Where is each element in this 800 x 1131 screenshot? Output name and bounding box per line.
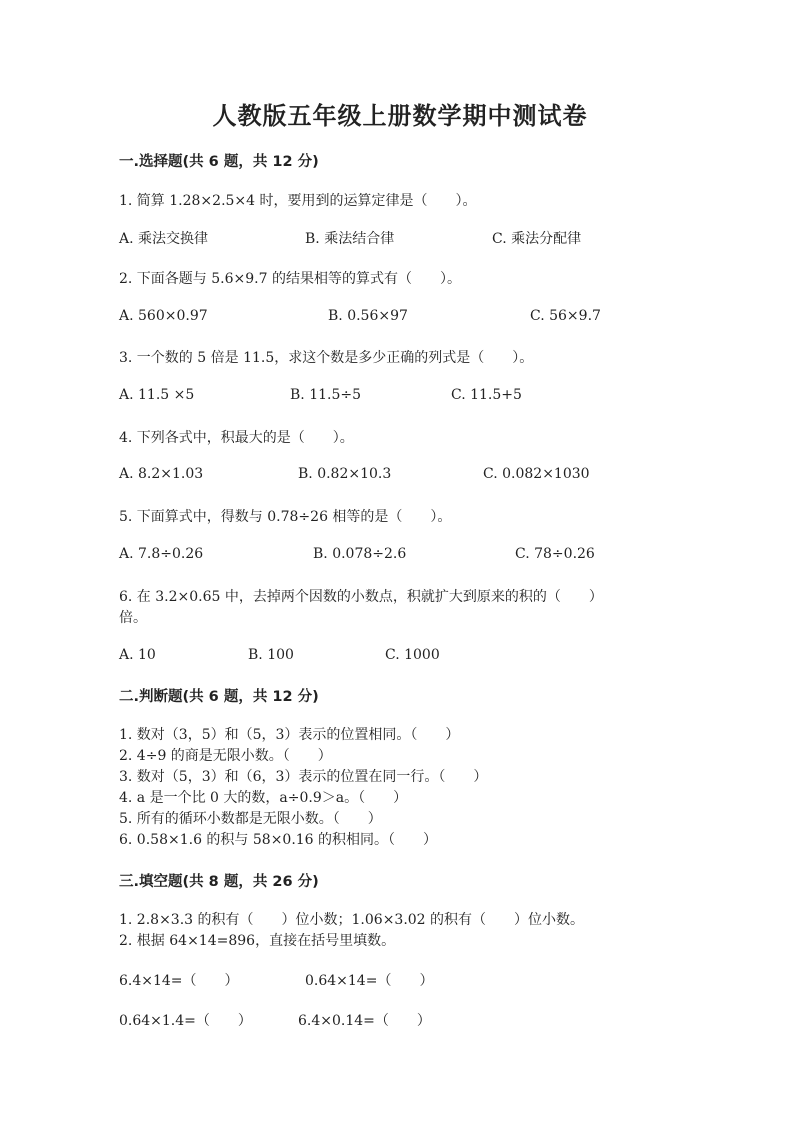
- q5-option-a: A. 7.8÷0.26: [119, 546, 204, 562]
- judgement-item-1: 1. 数对（3，5）和（5，3）表示的位置相同。（ ）: [119, 727, 460, 743]
- section-heading-judgement: 二.判断题(共 6 题，共 12 分): [119, 689, 319, 705]
- fill-expression: 6.4×14=（ ）: [119, 973, 239, 989]
- judgement-item-3: 3. 数对（5，3）和（6，3）表示的位置在同一行。（ ）: [119, 769, 488, 785]
- q2-option-a: A. 560×0.97: [119, 308, 208, 324]
- fill-expression: 6.4×0.14=（ ）: [298, 1013, 431, 1029]
- page-title: 人教版五年级上册数学期中测试卷: [212, 102, 588, 130]
- question-6-continued: 倍。: [119, 610, 147, 626]
- judgement-item-5: 5. 所有的循环小数都是无限小数。（ ）: [119, 811, 382, 827]
- q4-option-b: B. 0.82×10.3: [298, 466, 392, 482]
- q1-option-a: A. 乘法交换律: [119, 231, 209, 247]
- section-heading-choice: 一.选择题(共 6 题，共 12 分): [119, 154, 319, 170]
- judgement-item-4: 4. a 是一个比 0 大的数，a÷0.9＞a。（ ）: [119, 790, 408, 806]
- q1-option-b: B. 乘法结合律: [305, 231, 395, 247]
- judgement-item-2: 2. 4÷9 的商是无限小数。（ ）: [119, 748, 332, 764]
- q4-option-c: C. 0.082×1030: [483, 466, 590, 482]
- q2-option-c: C. 56×9.7: [530, 308, 601, 324]
- fill-item-1: 1. 2.8×3.3 的积有（ ）位小数；1.06×3.02 的积有（ ）位小数。: [119, 912, 585, 928]
- question-5: 5. 下面算式中，得数与 0.78÷26 相等的是（ ）。: [119, 509, 452, 525]
- fill-expression: 0.64×1.4=（ ）: [119, 1013, 252, 1029]
- q6-option-a: A. 10: [119, 647, 156, 663]
- q2-option-b: B. 0.56×97: [328, 308, 408, 324]
- q6-option-b: B. 100: [248, 647, 294, 663]
- q3-option-b: B. 11.5÷5: [290, 387, 361, 403]
- q3-option-a: A. 11.5 ×5: [119, 387, 195, 403]
- fill-expression: 0.64×14=（ ）: [305, 973, 434, 989]
- section-heading-fill-blank: 三.填空题(共 8 题，共 26 分): [119, 874, 319, 890]
- question-4: 4. 下列各式中，积最大的是（ ）。: [119, 430, 354, 446]
- q5-option-b: B. 0.078÷2.6: [313, 546, 407, 562]
- q4-option-a: A. 8.2×1.03: [119, 466, 204, 482]
- fill-item-2: 2. 根据 64×14=896，直接在括号里填数。: [119, 933, 396, 949]
- judgement-item-6: 6. 0.58×1.6 的积与 58×0.16 的积相同。（ ）: [119, 832, 438, 848]
- question-6: 6. 在 3.2×0.65 中，去掉两个因数的小数点，积就扩大到原来的积的（ ）: [119, 589, 603, 605]
- question-1: 1. 简算 1.28×2.5×4 时，要用到的运算定律是（ ）。: [119, 193, 477, 209]
- q3-option-c: C. 11.5+5: [451, 387, 522, 403]
- q1-option-c: C. 乘法分配律: [492, 231, 582, 247]
- q5-option-c: C. 78÷0.26: [515, 546, 595, 562]
- question-2: 2. 下面各题与 5.6×9.7 的结果相等的算式有（ ）。: [119, 271, 461, 287]
- q6-option-c: C. 1000: [385, 647, 440, 663]
- question-3: 3. 一个数的 5 倍是 11.5，求这个数是多少正确的列式是（ ）。: [119, 350, 534, 366]
